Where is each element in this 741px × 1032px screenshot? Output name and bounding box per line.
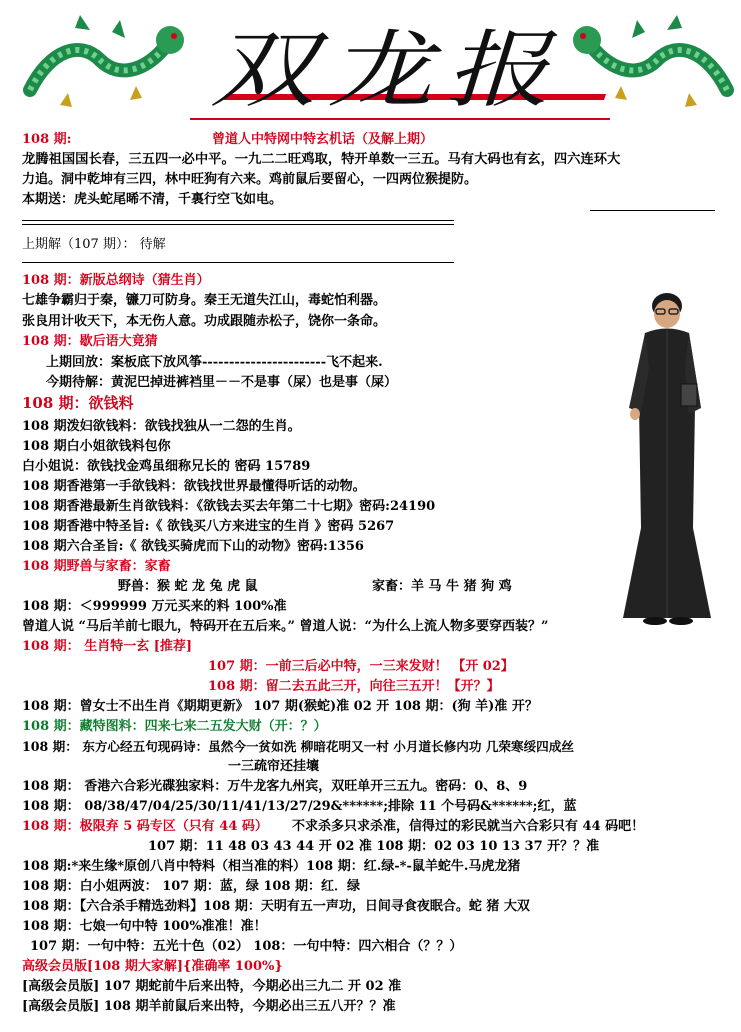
s5-heading: 108 期：欲钱料: [22, 394, 134, 412]
s6-line1: 108 期：＜999999 万元买来的料 100%准: [22, 599, 287, 614]
s5-line: 108 期泼妇欲钱料：欲钱找独从一二怨的生肖。: [22, 419, 301, 434]
left-dragon-icon: [20, 10, 190, 120]
s7-heading: 108 期： 生肖特一玄 [推荐]: [22, 639, 193, 654]
divider: [590, 210, 715, 211]
s9-heading-tail: 不求杀多只求杀准，信得过的彩民就当六合彩只有 44 码吧！: [292, 819, 645, 834]
s3-line2: 张良用计收天下，本无伤人意。功成跟随赤松子，饶你一条命。: [22, 314, 387, 329]
s9-line3: 108 期：白小姐两波： 107 期：蓝，绿 108 期：红．绿: [22, 879, 361, 894]
s4-heading: 108 期：歇后语大竟猜: [22, 334, 158, 349]
s6-heading: 108 期野兽与家畜：家畜: [22, 559, 171, 574]
s9-line4: 108 期：【六合杀手精选劲料】108 期：天明有五一声功，日间寻食夜眠合。蛇 猪 大双: [22, 899, 530, 914]
s10-line2: [高级会员版] 108 期羊前鼠后来出特，今期必出三五八开？？准: [22, 999, 396, 1014]
s7-line3: 108 期：曾女士不出生肖《期期更新》 107 期(猴蛇)准 02 开 108 期：(狗 羊)准 开？: [22, 699, 538, 714]
s2-text: 上期解（107 期）： 待解: [22, 237, 166, 252]
s6-wild: 野兽：猴 蛇 龙 兔 虎 鼠: [118, 579, 258, 594]
s7-line2: 108 期：留二去五此三开，向往三五开！【开？】: [208, 679, 500, 694]
s1-line1: 龙腾祖国国长春，三五四一必中平。一九二二旺鸡取，特开单数一三五。马有大码也有玄，四六连环大: [22, 152, 621, 167]
right-dragon-icon: [572, 10, 737, 120]
s5-line: 白小姐说：欲钱找金鸡虽细称兄长的 密码 15789: [22, 459, 311, 474]
s3-line1: 七雄争霸归于秦，镰刀可防身。秦王无道失江山，毒蛇怕利器。: [22, 293, 387, 308]
s7-line1: 107 期：一前三后必中特，一三来发财！ 【开 02】: [208, 659, 514, 674]
s10-line1: [高级会员版] 107 期蛇前牛后来出特，今期必出三九二 开 02 准: [22, 979, 402, 994]
s4-line2: 今期待解：黄泥巴掉进裤裆里－－不是事（屎）也是事（屎）: [46, 375, 398, 390]
divider: [22, 262, 454, 263]
s1-heading: 曾道人中特网中特玄机话（及解上期）: [212, 132, 434, 147]
s5-line: 108 期白小姐欲钱料包你: [22, 439, 171, 454]
s8-heading: 108 期：藏特图料：四来七来二五发大财（开：？）: [22, 719, 327, 734]
s1-line2: 力追。洞中乾坤有三四，林中旺狗有六来。鸡前鼠后要留心，一四两位猴提防。: [22, 172, 478, 187]
s3-heading: 108 期：新版总纲诗（猜生肖）: [22, 273, 210, 288]
s8-line1: 108 期： 东方心经五句现码诗：虽然今一贫如洗 柳暗花明又一村 小月道长修内功 几荣寒绥四成丝: [22, 739, 574, 754]
s5-line: 108 期香港中特圣旨:《 欲钱买八方来进宝的生肖 》密码 5267: [22, 519, 395, 534]
title-block: [210, 21, 563, 122]
divider: [22, 220, 454, 225]
s10-heading: 高级会员版[108 期大家解]{准确率 100%}: [22, 959, 283, 974]
s8-line4: 108 期： 08/38/47/04/25/30/11/41/13/27/29&******;排除 11 个号码&******;红，蓝: [22, 799, 577, 814]
s8-line3: 108 期： 香港六合彩光碟独家料：万牛龙客九州宾，双旺单开三五九。密码：0、8、9: [22, 779, 528, 794]
s9-line5: 108 期：七娘一句中特 100%准准！准！: [22, 919, 267, 934]
page-title: 双龙报: [210, 21, 563, 119]
s6-line2: 曾道人说 “马后羊前七眼九，特码开在五后来。” 曾道人说：“为什么上流人物多要穿西装？”: [22, 619, 549, 634]
s6-domestic: 家畜：羊 马 牛 猪 狗 鸡: [372, 579, 512, 594]
s5-line: 108 期香港最新生肖欲钱料：《欲钱去买去年第二十七期》密码:24190: [22, 499, 436, 514]
s9-line1: 107 期：11 48 03 43 44 开 02 准 108 期：02 03 10 13 37 开？？准: [148, 839, 600, 854]
s9-line6: 107 期：一句中特：五光十色（02） 108：一句中特：四六相合（？？）: [30, 939, 463, 954]
s1-period: 108 期:: [22, 132, 72, 147]
s4-line1: 上期回放：案板底下放风筝-----------------------飞不起来.: [46, 355, 383, 370]
s5-line: 108 期六合圣旨:《 欲钱买骑虎而下山的动物》密码:1356: [22, 539, 364, 554]
s9-heading: 108 期：极限弃 5 码专区（只有 44 码）: [22, 819, 268, 834]
s8-line2: 一三疏帘还挂壤: [228, 759, 320, 774]
s1-line3: 本期送：虎头蛇尾晞不清，千裏行空飞如电。: [22, 192, 283, 207]
s9-line2: 108 期:*来生缘*原创八肖中特料（相当准的料）108 期：红.绿-*-鼠羊蛇牛.马虎龙猪: [22, 859, 521, 874]
man-in-robe-icon: [615, 288, 725, 628]
s5-line: 108 期香港第一手欲钱料：欲钱找世界最懂得听话的动物。: [22, 479, 366, 494]
